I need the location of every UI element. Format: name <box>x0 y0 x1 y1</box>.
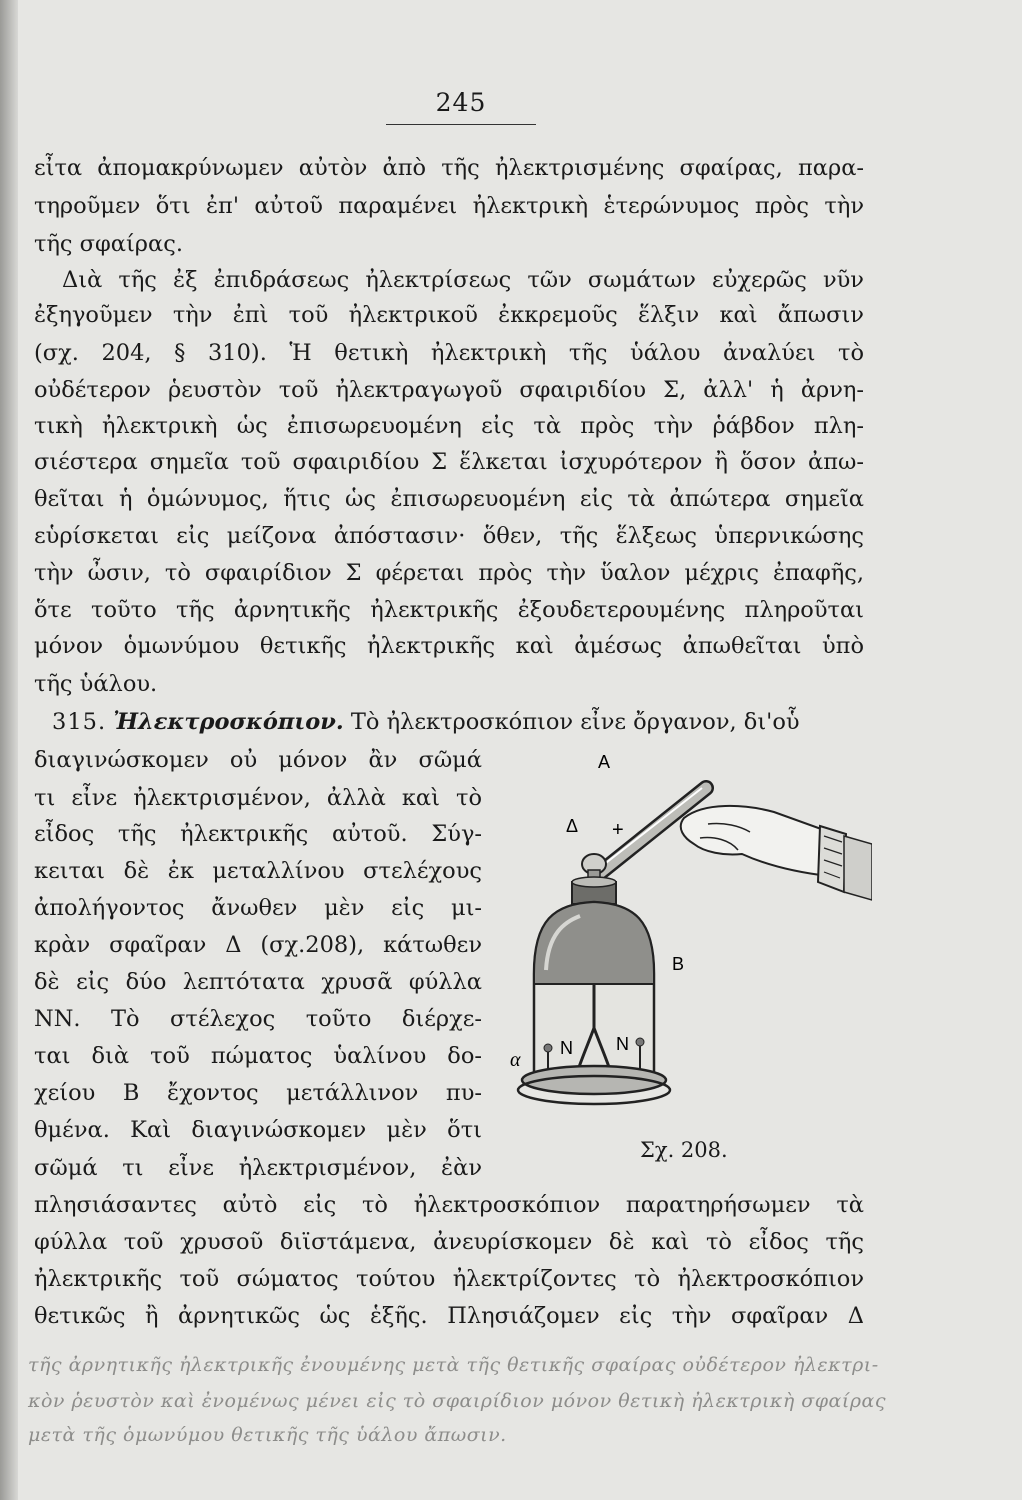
text-line: μόνον ὁμωνύμου θετικῆς ἠλεκτρικῆς καὶ ἀμέσως ἀπωθεῖται ὑπὸ <box>34 633 864 659</box>
text-line: θετικῶς ἢ ἀρνητικῶς ὡς ἑξῆς. Πλησιάζομεν εἰς τὴν σφαῖραν Δ <box>34 1303 864 1329</box>
handwritten-note: μετὰ τῆς ὁμωνύμου θετικῆς τῆς ὑάλου ἄπωσιν. <box>28 1424 507 1446</box>
page-number-rule <box>386 124 536 125</box>
text-line: τι εἶνε ἠλεκτρισμένον, ἀλλὰ καὶ τὸ <box>34 785 482 811</box>
text-line: ἀπολήγοντος ἄνωθεν μὲν εἰς μι- <box>34 895 482 921</box>
section-title: Ἠλεκτροσκόπιον. <box>113 709 344 735</box>
text-line: ται διὰ τοῦ πώματος ὑαλίνου δο- <box>34 1043 482 1069</box>
label-rod: A <box>598 752 611 772</box>
electroscope-figure <box>494 752 872 1132</box>
label-alpha: α <box>510 1049 521 1071</box>
glass-jar <box>518 902 670 1104</box>
page-binding-edge <box>0 0 18 1500</box>
section-intro-text: Τὸ ἠλεκτροσκόπιον εἶνε ὄργανον, δι'οὗ <box>350 709 800 735</box>
text-line: κειται δὲ ἐκ μεταλλίνου στελέχους <box>34 858 482 884</box>
text-line: τῆς σφαίρας. <box>34 231 183 257</box>
label-jar: B <box>672 954 685 974</box>
text-line: θεῖται ἡ ὁμώνυμος, ἥτις ὡς ἐπισωρευομένη εἰς τὰ ἀπώτερα σημεῖα <box>34 486 864 512</box>
figure-caption: Σχ. 208. <box>640 1138 728 1162</box>
label-delta: Δ <box>566 816 579 836</box>
text-line: εὑρίσκεται εἰς μείζονα ἀπόστασιν· ὅθεν, τῆς ἕλξεως ὑπερνικώσης <box>34 523 864 549</box>
handwritten-note: τῆς ἀρνητικῆς ἠλεκτρικῆς ἐνουμένης μετὰ τῆς θετικῆς σφαίρας οὐδέτερον ἠλεκτρι- <box>28 1354 879 1376</box>
text-line: φύλλα τοῦ χρυσοῦ διϊστάμενα, ἀνευρίσκομεν δὲ καὶ τὸ εἶδος τῆς <box>34 1229 864 1255</box>
text-line: πλησιάσαντες αὐτὸ εἰς τὸ ἠλεκτροσκόπιον παρατηρήσωμεν τὰ <box>34 1192 864 1218</box>
page-number: 245 <box>435 88 487 117</box>
text-line: ἠλεκτρικῆς τοῦ σώματος τούτου ἠλεκτρίζοντες τὸ ἠλεκτροσκόπιον <box>34 1266 864 1292</box>
text-line: τικὴ ἠλεκτρικὴ ὡς ἐπισωρευομένη εἰς τὰ πρὸς τὴν ῥάβδον πλη- <box>34 413 864 439</box>
text-line: ΝΝ. Τὸ στέλεχος τοῦτο διέρχε- <box>34 1006 482 1032</box>
text-line: διαγινώσκομεν οὐ μόνον ἂν σῶμά <box>34 747 482 773</box>
text-line: ἐξηγοῦμεν τὴν ἐπὶ τοῦ ἠλεκτρικοῦ ἐκκρεμοῦς ἕλξιν καὶ ἄπωσιν <box>34 302 864 328</box>
text-line: θμένα. Καὶ διαγινώσκομεν μὲν ὅτι <box>34 1117 482 1143</box>
text-line: εἶτα ἀπομακρύνωμεν αὐτὸν ἀπὸ τῆς ἠλεκτρισμένης σφαίρας, παρα- <box>34 155 864 181</box>
section-heading-line <box>52 707 864 737</box>
text-line: εἶδος τῆς ἠλεκτρικῆς αὐτοῦ. Σύγ- <box>34 821 482 847</box>
label-leaf-right: N <box>616 1034 629 1054</box>
hand-illustration <box>681 806 872 900</box>
text-line: (σχ. 204, § 310). Ἡ θετικὴ ἠλεκτρικὴ τῆς ὑάλου ἀναλύει τὸ <box>34 340 864 366</box>
text-line: Διὰ τῆς ἐξ ἐπιδράσεως ἠλεκτρίσεως τῶν σωμάτων εὐχερῶς νῦν <box>62 267 864 293</box>
section-number: 315. <box>52 709 107 735</box>
handwritten-note: κὸν ῥευστὸν καὶ ἐνομένως μένει εἰς τὸ σφαιρίδιον μόνον θετικὴ ἠλεκτρικὴ σφαίρας <box>28 1390 886 1412</box>
text-line: τηροῦμεν ὅτι ἐπ' αὐτοῦ παραμένει ἠλεκτρικὴ ἑτερώνυμος πρὸς τὴν <box>34 193 864 219</box>
text-line: δὲ εἰς δύο λεπτότατα χρυσᾶ φύλλα <box>34 969 482 995</box>
text-line: οὐδέτερον ῥευστὸν τοῦ ἠλεκτραγωγοῦ σφαιριδίου Σ, ἀλλ' ἡ ἀρνη- <box>34 377 864 403</box>
text-line: ὅτε τοῦτο τῆς ἀρνητικῆς ἠλεκτρικῆς ἐξουδετερουμένης πληροῦται <box>34 597 864 623</box>
text-line: σῶμά τι εἶνε ἠλεκτρισμένον, ἐὰν <box>34 1155 482 1181</box>
text-line: χείου Β ἔχοντος μετάλλινον πυ- <box>34 1080 482 1106</box>
label-leaf-left: N <box>560 1038 573 1058</box>
text-line: τῆς ὑάλου. <box>34 671 158 697</box>
label-plus: + <box>612 819 624 841</box>
text-line: κρὰν σφαῖραν Δ (σχ.208), κάτωθεν <box>34 932 482 958</box>
text-line: τὴν ὦσιν, τὸ σφαιρίδιον Σ φέρεται πρὸς τὴν ὕαλον μέχρις ἐπαφῆς, <box>34 560 864 586</box>
text-line: σιέστερα σημεῖα τοῦ σφαιριδίου Σ ἕλκεται ἰσχυρότερον ἢ ὅσον ἀπω- <box>34 449 864 475</box>
